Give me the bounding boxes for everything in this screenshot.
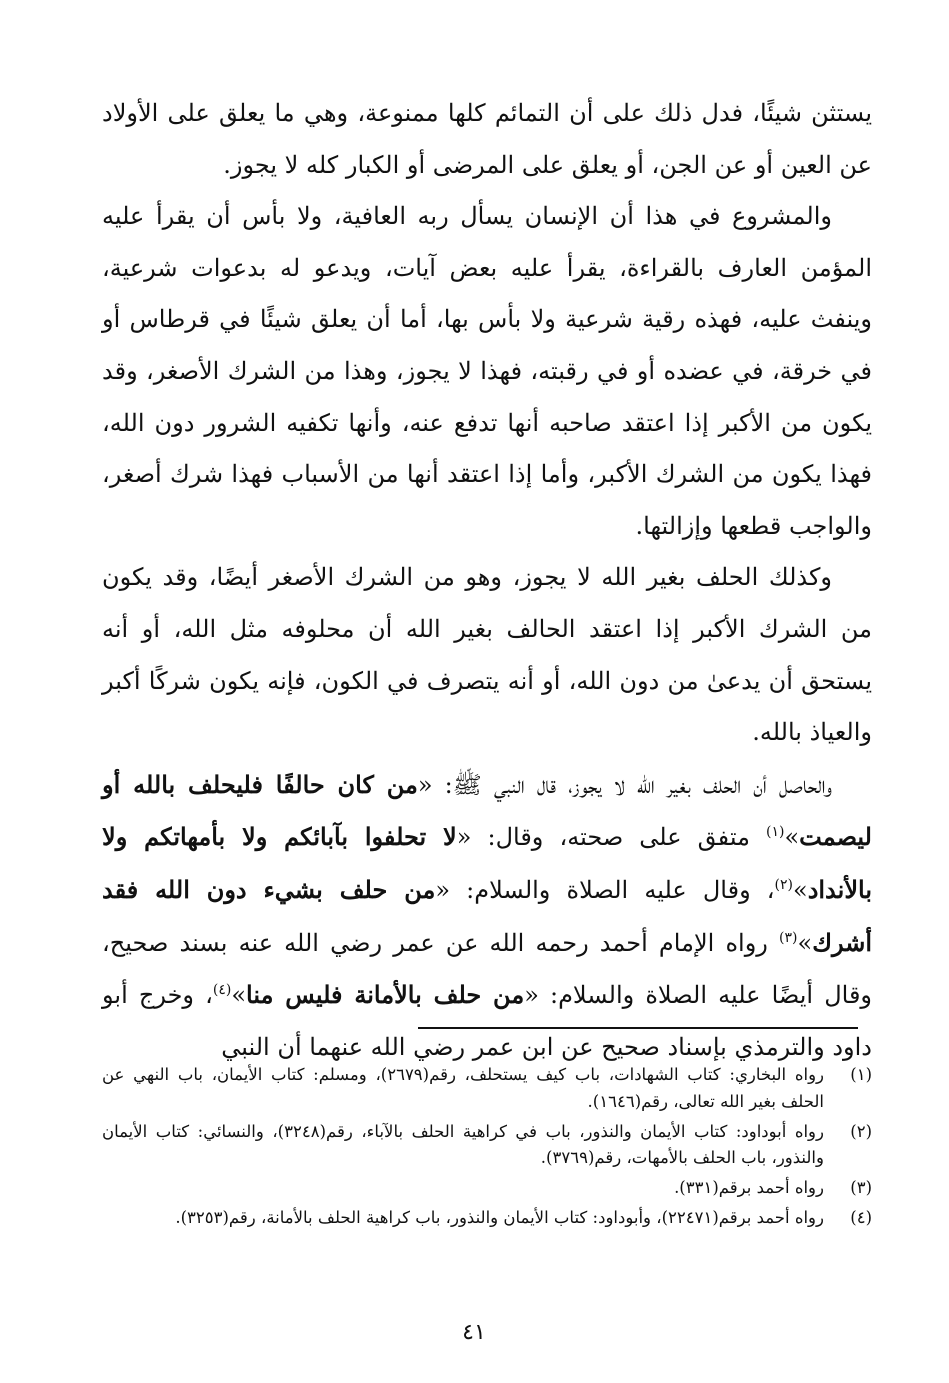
footnote-ref-1: (١): [766, 824, 785, 841]
text-run: »: [231, 981, 247, 1010]
footnote-1: [102, 1062, 872, 1116]
footnote-number: (١): [850, 1065, 872, 1084]
paragraph-3: وكذلك الحلف بغير الله لا يجوز، وهو من الشرك الأصغر أيضًا، وقد يكون من الشرك الأكبر إذا اعتقد الحالف بغير الله أن محلوفه مثل الله، أو أنه يستحق أن يدعىٰ من دون الله، أو أنه يتصرف في الكون، فإنه يكون شركًا أكبر والعياذ بالله.: [102, 563, 872, 747]
hadith-quote-4: من حلف بالأمانة فليس منا: [246, 980, 525, 1010]
footnote-number: (٤): [850, 1207, 872, 1227]
footnote-4: [102, 1205, 872, 1232]
footnote-3: [102, 1175, 872, 1202]
footnote-text: رواه أحمد برقم(٢٢٤٧١)، وأبوداود: كتاب الأيمان والنذور، باب كراهية الحلف بالأمانة، رقم(٣٢٥٣).: [175, 1207, 824, 1227]
paragraph-1: يستثن شيئًا، فدل ذلك على أن التمائم كلها ممنوعة، وهي ما يعلق على الأولاد عن العين أو عن الجن، أو يعلق على المرضى أو الكبار كله لا يجوز.: [102, 99, 872, 179]
footnote-text: رواه أحمد برقم(٣٣١).: [674, 1178, 824, 1198]
text-run: ، وخرج أبو داود والترمذي بإسناد صحيح عن ابن عمر رضي الله عنهما أن النبي: [102, 981, 872, 1061]
footnote-ref-4: (٤): [212, 982, 232, 999]
text-run: ، وقال عليه الصلاة والسلام: «: [435, 875, 775, 904]
footnote-text: رواه أبوداود: كتاب الأيمان والنذور، باب في كراهية الحلف بالآباء، رقم(٣٢٤٨)، والنسائي: كتاب الأيمان والنذور، باب الحلف بالأمهات، رقم(٣٧٦٩).: [102, 1121, 824, 1168]
footnotes: [102, 1062, 872, 1235]
footnote-number: (٢): [850, 1121, 872, 1141]
hadith-quote-3: من حلف بشيء دون الله فقد أشرك: [102, 874, 872, 957]
text-run: والحاصل أن الحلف بغير الله لا يجوز، قال النبي ﷺ: «: [417, 770, 833, 799]
footnote-ref-3: (٣): [779, 929, 798, 946]
hadith-quote-2: لا تحلفوا بآبائكم ولا بأمهاتكم ولا بالأنداد: [102, 822, 872, 904]
text-run: رواه الإمام أحمد رحمه الله عن عمر رضي الله عنه بسند صحيح، وقال أيضًا عليه الصلاة والسلام: «: [102, 928, 873, 1010]
text-run: »: [784, 823, 800, 852]
text-run: »: [793, 875, 808, 904]
footnote-separator: [418, 1027, 858, 1029]
footnote-2: [102, 1119, 872, 1173]
footnote-number: (٣): [850, 1178, 872, 1198]
hadith-quote-1: من كان حالفًا فليحلف بالله أو ليصمت: [102, 769, 872, 852]
main-text: [102, 88, 872, 1073]
text-run: متفق على صحته، وقال: «: [456, 823, 767, 852]
paragraph-2: والمشروع في هذا أن الإنسان يسأل ربه العافية، ولا بأس أن يقرأ عليه المؤمن العارف بالقراءة، يقرأ عليه بعض آيات، ويدعو له بدعوات شرعية، وينفث عليه، فهذه رقية شرعية ولا بأس بها، أما أن يعلق شيئًا في قرطاس أو في خرقة، في عضده أو في رقبته، فهذا لا يجوز، وهذا من الشرك الأصغر، وقد يكون من الأكبر إذا اعتقد صاحبه أنها تدفع عنه، وأنها تكفيه الشرور دون الله، فهذا يكون من الشرك الأكبر، وأما إذا اعتقد أنها من الأسباب فهذا شرك أصغر، والواجب قطعها وإزالتها.: [102, 202, 872, 540]
footnote-ref-2: (٢): [774, 876, 793, 893]
page-number: ٤١: [462, 1320, 486, 1345]
footnote-text: رواه البخاري: كتاب الشهادات، باب كيف يستحلف، رقم(٢٦٧٩)، ومسلم: كتاب الأيمان، باب النهي عن الحلف بغير الله تعالى، رقم(١٦٤٦).: [102, 1065, 825, 1111]
text-run: »: [797, 928, 813, 957]
